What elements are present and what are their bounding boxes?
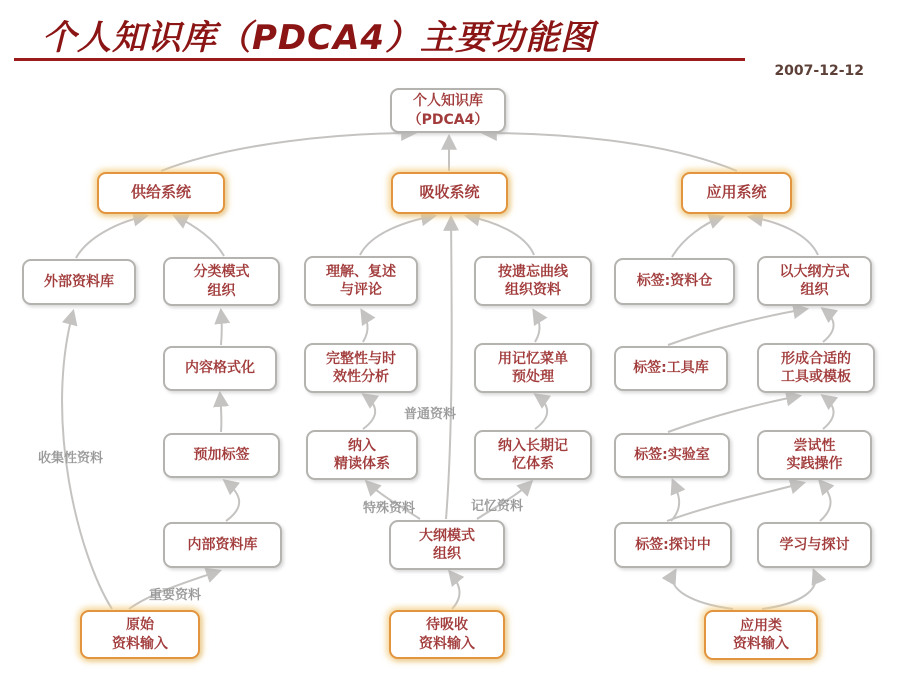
slide-title: 个人知识库（PDCA4）主要功能图 bbox=[42, 18, 596, 58]
node-classification-mode: 分类模式 组织 bbox=[163, 257, 280, 306]
node-external-database: 外部资料库 bbox=[22, 259, 136, 305]
edge-label-normal-data: 普通资料 bbox=[404, 407, 457, 422]
node-learning-discussion: 学习与探讨 bbox=[757, 522, 872, 568]
date-label: 2007-12-12 bbox=[774, 63, 864, 79]
node-to-absorb-data-input: 待吸收 资料输入 bbox=[389, 610, 505, 659]
node-raw-data-input: 原始 资料输入 bbox=[80, 610, 200, 659]
node-supply-system: 供给系统 bbox=[97, 172, 225, 214]
node-understand-retell-comment: 理解、复述 与评论 bbox=[304, 256, 418, 306]
node-outline-mode-organize: 大纲模式 组织 bbox=[389, 520, 505, 570]
edge-label-memory-data: 记忆资料 bbox=[471, 499, 524, 514]
node-memory-menu-preprocess: 用记忆菜单 预处理 bbox=[474, 343, 592, 393]
node-tag-data-warehouse: 标签:资料仓 bbox=[614, 258, 735, 305]
node-pre-tagging: 预加标签 bbox=[163, 433, 280, 478]
node-internal-database: 内部资料库 bbox=[163, 522, 282, 568]
node-forgetting-curve-organize: 按遗忘曲线 组织资料 bbox=[474, 256, 592, 306]
edge-label-special-data: 特殊资料 bbox=[363, 501, 416, 516]
node-tag-laboratory: 标签:实验室 bbox=[614, 433, 730, 478]
node-outline-organize: 以大纲方式 组织 bbox=[757, 256, 872, 306]
node-longterm-memory: 纳入长期记 忆体系 bbox=[474, 430, 592, 480]
node-application-system: 应用系统 bbox=[681, 172, 792, 214]
node-absorption-system: 吸收系统 bbox=[391, 172, 508, 214]
node-personal-kb-root: 个人知识库 （PDCA4） bbox=[390, 88, 506, 133]
node-tag-discussing: 标签:探讨中 bbox=[614, 522, 732, 568]
node-application-data-input: 应用类 资料输入 bbox=[704, 610, 818, 660]
node-intensive-reading: 纳入 精读体系 bbox=[306, 430, 418, 480]
node-form-tools-templates: 形成合适的 工具或模板 bbox=[757, 343, 875, 393]
edge-label-collected-data: 收集性资料 bbox=[38, 451, 104, 466]
edge-label-important-data: 重要资料 bbox=[149, 588, 202, 603]
node-integrity-timeliness-analysis: 完整性与时 效性分析 bbox=[304, 343, 418, 393]
node-content-formatting: 内容格式化 bbox=[163, 346, 277, 391]
node-tag-toolbox: 标签:工具库 bbox=[614, 346, 728, 391]
node-trial-practice: 尝试性 实践操作 bbox=[757, 430, 872, 480]
